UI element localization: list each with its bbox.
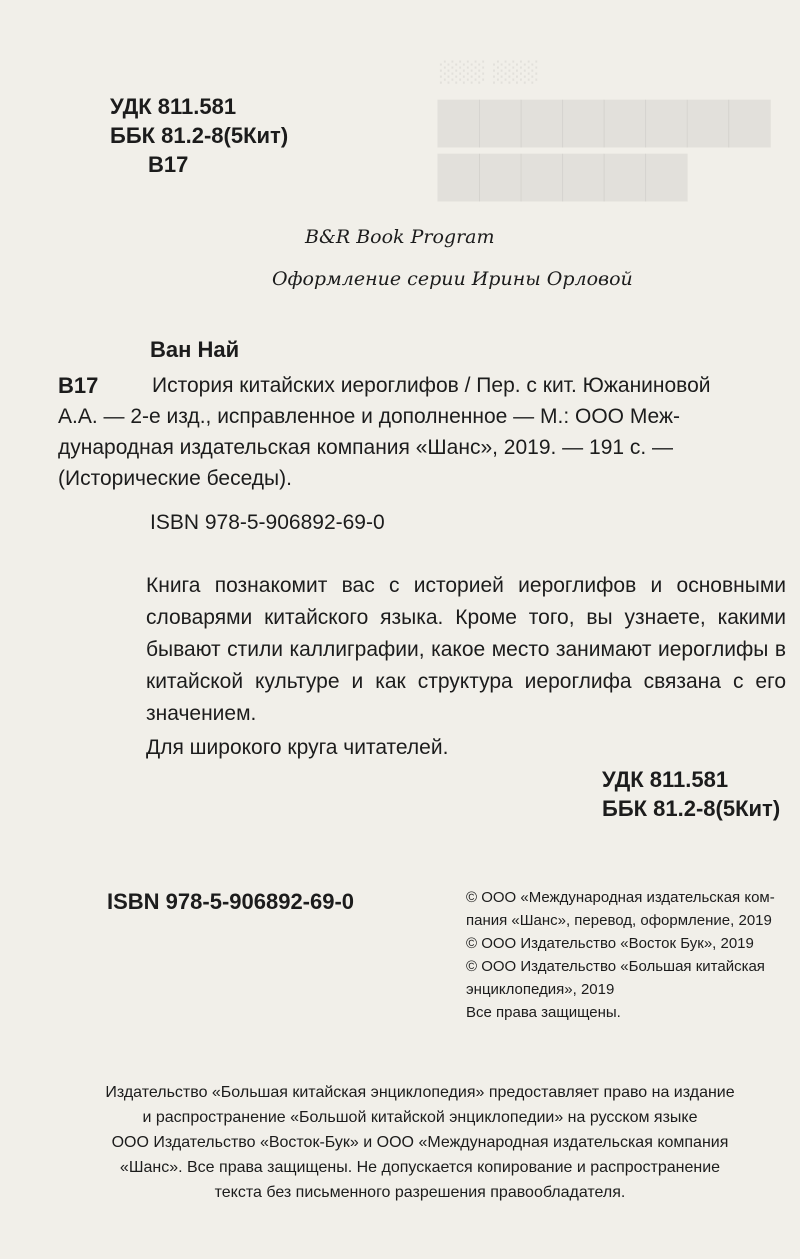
series-design-credit: Оформление серии Ирины Орловой <box>272 268 633 290</box>
author-name: Ван Най <box>150 337 240 362</box>
bbk-code-bottom: ББК 81.2-8(5Кит) <box>602 796 781 821</box>
copyright-line: © ООО «Международная издательская ком- <box>466 889 775 906</box>
description-line: История китайских иероглифов / Пер. с кит. Южаниновой <box>152 374 711 397</box>
rights-line: Издательство «Большая китайская энциклопедия» предоставляет право на издание <box>105 1084 735 1101</box>
annotation-audience: Для широкого круга читателей. <box>146 736 449 759</box>
isbn-bottom: ISBN 978-5-906892-69-0 <box>107 889 355 914</box>
show-through-ghost-text: ░░░ ░░░ ▆▆▆▆▆▆▆▆ ▆▆▆▆▆▆ <box>437 60 770 201</box>
bibliographic-description <box>58 370 786 494</box>
isbn: ISBN 978-5-906892-69-0 <box>150 511 385 534</box>
annotation <box>146 570 786 764</box>
series-program: B&R Book Program <box>305 226 495 248</box>
rights-notice <box>70 1080 770 1205</box>
copyright-line: энциклопедия», 2019 <box>466 981 615 998</box>
udk-code-bottom: УДК 811.581 <box>602 767 729 792</box>
classification-top <box>110 92 288 179</box>
rights-line: и распространение «Большой китайской энциклопедии» на русском языке <box>142 1109 698 1126</box>
copyright-line: Все права защищены. <box>466 1004 621 1021</box>
bbk-code: ББК 81.2-8(5Кит) <box>110 123 289 148</box>
annotation-text: Книга познакомит вас с историей иероглифов и основными словарями китайского языка. Кроме того, вы узнаете, какими бывают стили каллиграфии, какое место занимают иероглифы в китайской культуре и как структура иероглифа связана с его значением. <box>146 574 786 725</box>
copyright-block <box>466 886 786 1024</box>
rights-line: текста без письменного разрешения правообладателя. <box>214 1184 626 1201</box>
copyright-line: пания «Шанс», перевод, оформление, 2019 <box>466 912 772 929</box>
classification-bottom <box>602 765 780 823</box>
rights-line: «Шанс». Все права защищены. Не допускается копирование и распространение <box>119 1159 721 1176</box>
udk-code: УДК 811.581 <box>110 94 237 119</box>
description-line: (Исторические беседы). <box>58 467 292 490</box>
author-mark: В17 <box>148 152 189 177</box>
author-mark-margin: В17 <box>58 373 99 398</box>
copyright-line: © ООО Издательство «Большая китайская <box>466 958 765 975</box>
rights-line: ООО Издательство «Восток-Бук» и ООО «Международная издательская компания <box>111 1134 729 1151</box>
description-line: А.А. — 2-е изд., исправленное и дополненное — М.: ООО Меж- <box>58 405 681 428</box>
copyright-line: © ООО Издательство «Восток Бук», 2019 <box>466 935 754 952</box>
description-line: дународная издательская компания «Шанс», 2019. — 191 с. — <box>58 436 674 459</box>
